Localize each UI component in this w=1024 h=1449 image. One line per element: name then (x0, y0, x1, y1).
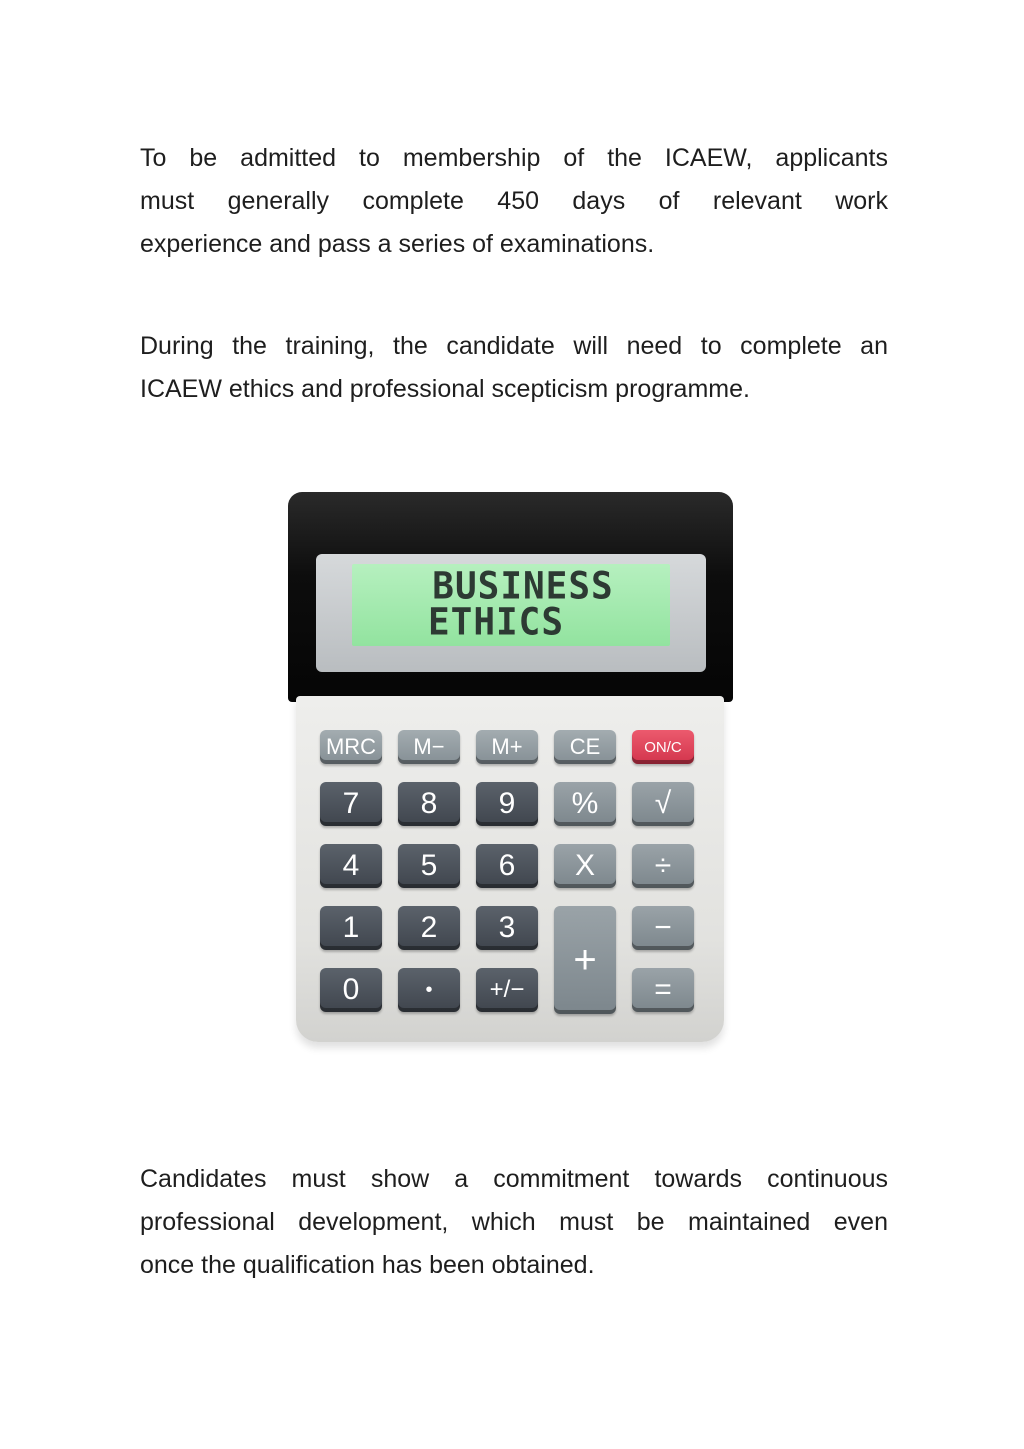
paragraph-line: ICAEW ethics and professional scepticism programme. (140, 375, 750, 403)
key-on-c: ON/C (632, 730, 694, 764)
calculator-screen-frame (316, 554, 706, 672)
key-percent: % (554, 782, 616, 826)
key-8: 8 (398, 782, 460, 826)
key-minus: − (632, 906, 694, 950)
paragraph-line: professional development, which must be maintained even (140, 1208, 888, 1236)
display-line-2: ETHICS (427, 600, 565, 644)
key-sqrt: √ (632, 782, 694, 826)
calculator-body (296, 696, 724, 1042)
paragraph-line: experience and pass a series of examinations. (140, 230, 655, 258)
paragraph-membership (140, 137, 888, 266)
paragraph-line: To be admitted to membership of the ICAEW, applicants (140, 144, 888, 172)
key-7: 7 (320, 782, 382, 826)
paragraph-line: once the qualification has been obtained. (140, 1251, 595, 1279)
key-mrc: MRC (320, 730, 382, 764)
key-1: 1 (320, 906, 382, 950)
key-5: 5 (398, 844, 460, 888)
key-plus-minus: +/− (476, 968, 538, 1012)
paragraph-line: Candidates must show a commitment towards continuous (140, 1165, 888, 1193)
key-equals: = (632, 968, 694, 1012)
paragraph-line: must generally complete 450 days of relevant work (140, 187, 888, 215)
calculator-display (352, 564, 670, 646)
key-m-plus: M+ (476, 730, 538, 764)
key-plus: + (554, 906, 616, 1014)
display-line-1: BUSINESS (432, 564, 614, 608)
paragraph-development (140, 1158, 888, 1287)
key-0: 0 (320, 968, 382, 1012)
calculator-top (288, 492, 733, 702)
key-divide: ÷ (632, 844, 694, 888)
key-9: 9 (476, 782, 538, 826)
paragraph-line: During the training, the candidate will need to complete an (140, 332, 888, 360)
paragraph-training (140, 325, 888, 411)
key-multiply: X (554, 844, 616, 888)
key-3: 3 (476, 906, 538, 950)
key-m-minus: M− (398, 730, 460, 764)
key-4: 4 (320, 844, 382, 888)
key-2: 2 (398, 906, 460, 950)
key-ce: CE (554, 730, 616, 764)
key-6: 6 (476, 844, 538, 888)
calculator-illustration (288, 492, 733, 1052)
key-dot: • (398, 968, 460, 1012)
